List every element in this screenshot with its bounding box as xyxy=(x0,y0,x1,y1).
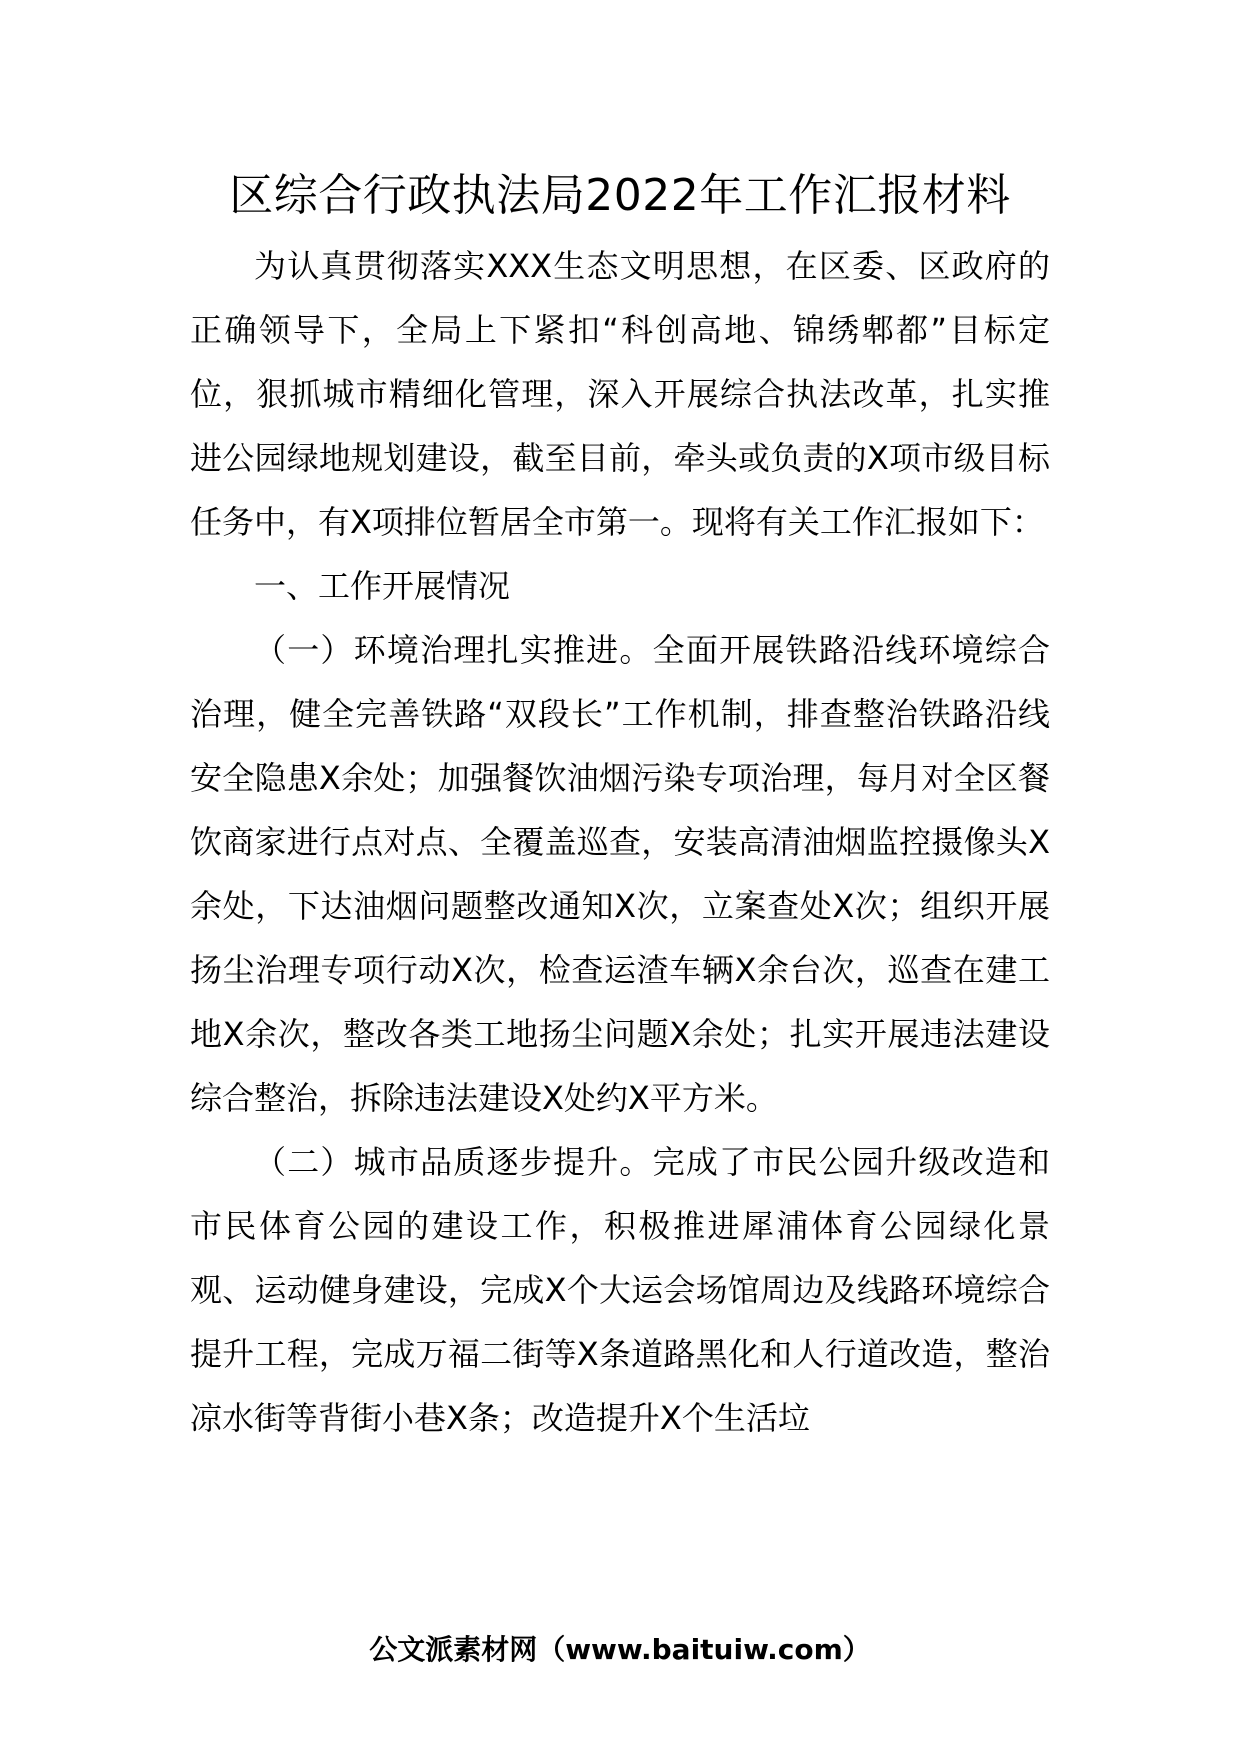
paragraph-environment: （一）环境治理扎实推进。全面开展铁路沿线环境综合治理，健全完善铁路“双段长”工作机制，排查整治铁路沿线安全隐患X余处；加强餐饮油烟污染专项治理，每月对全区餐饮商家进行点对点、全覆盖巡查，安装高清油烟监控摄像头X余处，下达油烟问题整改通知X次，立案查处X次；组织开展扬尘治理专项行动X次，检查运渣车辆X余台次，巡查在建工地X余次，整改各类工地扬尘问题X余处；扎实开展违法建设综合整治，拆除违法建设X处约X平方米。 xyxy=(190,631,1050,1117)
document-title: 区综合行政执法局2022年工作汇报材料 xyxy=(229,170,1011,221)
section-heading: 一、工作开展情况 xyxy=(254,567,511,605)
document-body xyxy=(190,234,1050,1450)
footer-watermark: 公文派素材网（www.baituiw.com） xyxy=(369,1633,871,1666)
paragraph-city-quality: （二）城市品质逐步提升。完成了市民公园升级改造和市民体育公园的建设工作，积极推进犀浦体育公园绿化景观、运动健身建设，完成X个大运会场馆周边及线路环境综合提升工程，完成万福二街等X条道路黑化和人行道改造，整治凉水街等背街小巷X条；改造提升X个生活垃 xyxy=(190,1143,1050,1437)
intro-paragraph: 为认真贯彻落实XXX生态文明思想，在区委、区政府的正确领导下，全局上下紧扣“科创高地、锦绣郫都”目标定位，狠抓城市精细化管理，深入开展综合执法改革，扎实推进公园绿地规划建设，截至目前，牵头或负责的X项市级目标任务中，有X项排位暂居全市第一。现将有关工作汇报如下： xyxy=(190,247,1050,541)
